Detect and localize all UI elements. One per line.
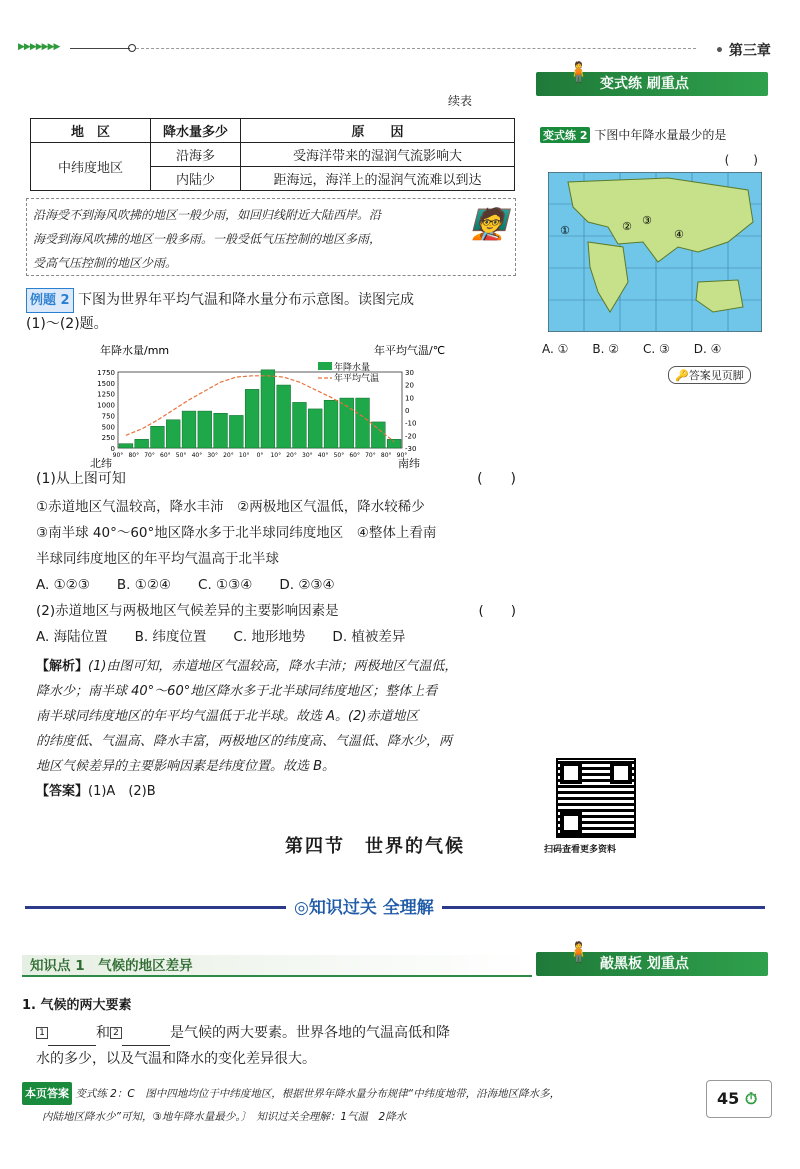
map-label: ④ — [674, 228, 684, 241]
y-tick-right: 20 — [405, 381, 414, 390]
precip-bar — [293, 402, 307, 448]
x-tick: 10° — [270, 452, 282, 459]
header-dashed-rule — [136, 48, 696, 49]
header-ring — [128, 44, 136, 52]
analysis — [36, 654, 526, 804]
precip-bar — [245, 389, 259, 448]
analysis-line: (1)由图可知，赤道地区气温较高，降水丰沛；两极地区气温低， — [88, 659, 458, 674]
key-icon: 🔑 — [675, 369, 689, 382]
legend-swatch-precip — [318, 362, 332, 370]
table-row — [31, 143, 515, 167]
y-tick-left: 1000 — [97, 401, 115, 410]
x-tick: 70° — [365, 452, 376, 459]
chart-ylabel-right: 年平均气温/℃ — [374, 344, 446, 357]
header-rule — [70, 48, 130, 49]
q1-options — [36, 494, 526, 650]
y-tick-right: 10 — [405, 394, 414, 403]
x-tick: 40° — [317, 452, 329, 459]
table-cell: 内陆少 — [151, 167, 241, 191]
banner-practice — [536, 60, 768, 96]
example-tag: 例题 2 — [26, 288, 74, 313]
side-answer-paren: ( ) — [724, 153, 758, 167]
footer-tag: 本页答案 — [22, 1082, 72, 1105]
side-exercise-text: 下图中年降水量最少的是 — [594, 128, 727, 142]
banner-blackboard-label: 敲黑板 划重点 — [600, 956, 689, 972]
precip-bar — [277, 385, 291, 448]
tip-note — [26, 198, 516, 276]
chart-ylabel-left: 年降水量/mm — [100, 344, 170, 357]
precip-bar — [324, 400, 338, 448]
page-number-text: 45 — [717, 1089, 740, 1108]
x-tick: 20° — [286, 452, 297, 459]
legend-precip: 年降水量 — [334, 363, 371, 373]
x-tick: 50° — [175, 452, 187, 459]
footer-line: 变式练 2：C 图中四地均位于中纬度地区，根据世界年降水量分布规律“中纬度地带，沿海地区降水多， — [75, 1088, 561, 1100]
item-text: 水的多少，以及气温和降水的变化差异很大。 — [36, 1051, 316, 1067]
figure-icon: 🧍 — [566, 940, 591, 964]
q1-option-line: 半球同纬度地区的年平均气温高于北半球 — [36, 551, 279, 567]
precip-bar — [135, 439, 149, 448]
precip-bar — [119, 444, 133, 448]
analysis-line: 的纬度低、气温高、降水丰富，两极地区的纬度高、气温低、降水少，两 — [36, 734, 453, 749]
knowledge-bar-label: 知识过关 全理解 — [308, 898, 434, 918]
y-tick-right: -20 — [405, 432, 417, 441]
x-tick: 60° — [160, 452, 171, 459]
side-exercise-tag: 变式练 2 — [540, 127, 590, 143]
chart-xlabel-right: 南纬 — [398, 457, 420, 470]
x-tick: 20° — [223, 452, 234, 459]
chapter-label: • 第三章 — [715, 40, 771, 60]
and-text: 和 — [96, 1025, 110, 1041]
precip-bar — [261, 370, 275, 448]
qr-finder — [560, 762, 582, 784]
x-tick: 90° — [396, 452, 408, 459]
example-stem-line: (1)～(2)题。 — [26, 316, 108, 332]
q2-stem: (2)赤道地区与两极地区气候差异的主要影响因素是 — [36, 603, 339, 619]
blank-number: 2 — [110, 1027, 122, 1039]
qr-finder — [610, 762, 632, 784]
x-tick: 30° — [302, 452, 313, 459]
world-map — [548, 172, 762, 332]
precip-bar — [166, 420, 180, 448]
x-tick: 50° — [333, 452, 345, 459]
q1-answer-paren: ( ) — [477, 471, 516, 487]
y-tick-left: 0 — [110, 445, 115, 453]
y-tick-right: -30 — [405, 445, 417, 453]
precip-bar — [214, 413, 228, 448]
x-tick: 40° — [191, 452, 203, 459]
answer-link[interactable] — [668, 366, 751, 384]
clock-icon: ⏱ — [744, 1089, 758, 1108]
item-body — [36, 1020, 536, 1072]
precip-bar — [356, 398, 370, 448]
analysis-line: 地区气候差异的主要影响因素是纬度位置。故选 B。 — [36, 759, 336, 774]
climate-chart — [60, 340, 460, 480]
y-tick-left: 1250 — [97, 390, 115, 399]
y-tick-left: 250 — [101, 434, 115, 443]
qr-caption: 扫码查看更多资料 — [544, 845, 617, 855]
table-header-row — [31, 119, 515, 143]
chart-plot-area — [97, 361, 416, 459]
table-cell: 受海洋带来的湿润气流影响大 — [241, 143, 515, 167]
question-1 — [36, 468, 516, 491]
table-header: 降水量多少 — [151, 119, 241, 143]
banner-blackboard — [536, 940, 768, 976]
decor-arrows: ▶▶▶▶▶▶▶ — [18, 42, 60, 52]
y-tick-left: 750 — [101, 412, 115, 421]
footer-answers — [22, 1082, 692, 1129]
banner-practice-label: 变式练 刷重点 — [600, 76, 689, 92]
y-tick-right: 0 — [405, 407, 410, 415]
item-title: 1. 气候的两大要素 — [22, 998, 132, 1013]
footer-line: 内陆地区降水少”可知，③地年降水量最少。〕 知识过关全理解：1气温 2降水 — [42, 1111, 407, 1123]
section-title: 第四节 世界的气候 — [285, 836, 465, 857]
analysis-line: 南半球同纬度地区的年平均气温低于北半球。故选 A。(2)赤道地区 — [36, 709, 419, 724]
x-tick: 70° — [144, 452, 155, 459]
swirl-icon: ◎ — [294, 898, 309, 918]
note-line: 受高气压控制的地区少雨。 — [33, 256, 178, 270]
qr-code[interactable] — [556, 758, 636, 838]
example-stem — [26, 288, 526, 336]
x-tick: 10° — [238, 452, 250, 459]
note-line: 沿海受不到海风吹拂的地区一般少雨，如回归线附近大陆西岸。沿 — [33, 208, 382, 222]
item-text: 是气候的两大要素。世界各地的气温高低和降 — [170, 1025, 450, 1041]
table-header: 原 因 — [241, 119, 515, 143]
map-label: ② — [622, 220, 632, 233]
continued-label: 续表 — [448, 94, 473, 108]
q2-answer-paren: ( ) — [478, 603, 516, 619]
y-tick-left: 1750 — [97, 369, 115, 377]
precip-bar — [151, 426, 165, 448]
table-cell: 距海远，海洋上的湿润气流难以到达 — [241, 167, 515, 191]
x-tick: 80° — [380, 452, 392, 459]
example-stem-line: 下图为世界年平均气温和降水量分布示意图。读图完成 — [78, 292, 415, 308]
precip-bar — [371, 422, 385, 448]
y-tick-left: 1500 — [97, 379, 115, 388]
analysis-tag: 【解析】 — [36, 659, 89, 674]
qr-finder — [560, 812, 582, 834]
legend-temp: 年平均气温 — [334, 374, 380, 384]
x-tick: 80° — [128, 452, 140, 459]
precip-bar — [229, 415, 243, 448]
x-tick: 0° — [256, 452, 264, 459]
cartoon-teacher-icon: 🧑‍🏫 — [469, 207, 507, 242]
q1-option-line: ①赤道地区气温较高，降水丰沛 ②两极地区气温低，降水较稀少 — [36, 499, 425, 515]
y-tick-right: -10 — [405, 419, 417, 428]
blank-number: 1 — [36, 1027, 48, 1039]
y-tick-right: 30 — [405, 369, 414, 377]
q1-choices: A. ①②③ B. ①②④ C. ①③④ D. ②③④ — [36, 577, 335, 593]
note-line: 海受到海风吹拂的地区一般多雨。一般受低气压控制的地区多雨， — [33, 232, 382, 246]
answer-tag: 【答案】 — [36, 784, 89, 799]
side-choices: A. ① B. ② C. ③ D. ④ — [542, 342, 722, 356]
q2-choices: A. 海陆位置 B. 纬度位置 C. 地形地势 D. 植被差异 — [36, 629, 406, 645]
precip-bar — [198, 411, 212, 448]
table-cell: 沿海多 — [151, 143, 241, 167]
q1-stem: (1)从上图可知 — [36, 471, 126, 487]
table-cell-region: 中纬度地区 — [31, 143, 151, 191]
side-exercise — [540, 126, 780, 168]
knowledge-bar-title — [286, 893, 442, 918]
map-label: ③ — [642, 214, 652, 227]
precip-bar — [308, 409, 322, 448]
table-header: 地 区 — [31, 119, 151, 143]
answer-text: (1)A (2)B — [88, 784, 156, 799]
chart-xlabel-left: 北纬 — [90, 457, 112, 470]
x-tick: 60° — [349, 452, 360, 459]
page-number — [706, 1080, 772, 1118]
map-label: ① — [560, 224, 570, 237]
q1-option-line: ③南半球 40°～60°地区降水多于北半球同纬度地区 ④整体上看南 — [36, 525, 437, 541]
x-tick: 30° — [207, 452, 218, 459]
answer-link-label: 答案见页脚 — [688, 369, 744, 382]
precip-bar — [387, 439, 401, 448]
precip-table — [30, 118, 515, 191]
knowledge-point-title: 知识点 1 气候的地区差异 — [22, 955, 532, 977]
figure-icon: 🧍 — [566, 60, 591, 84]
y-tick-left: 500 — [101, 423, 115, 432]
precip-bar — [182, 411, 196, 448]
x-tick: 90° — [112, 452, 124, 459]
analysis-line: 降水少；南半球 40°～60°地区降水多于北半球同纬度地区；整体上看 — [36, 684, 438, 699]
